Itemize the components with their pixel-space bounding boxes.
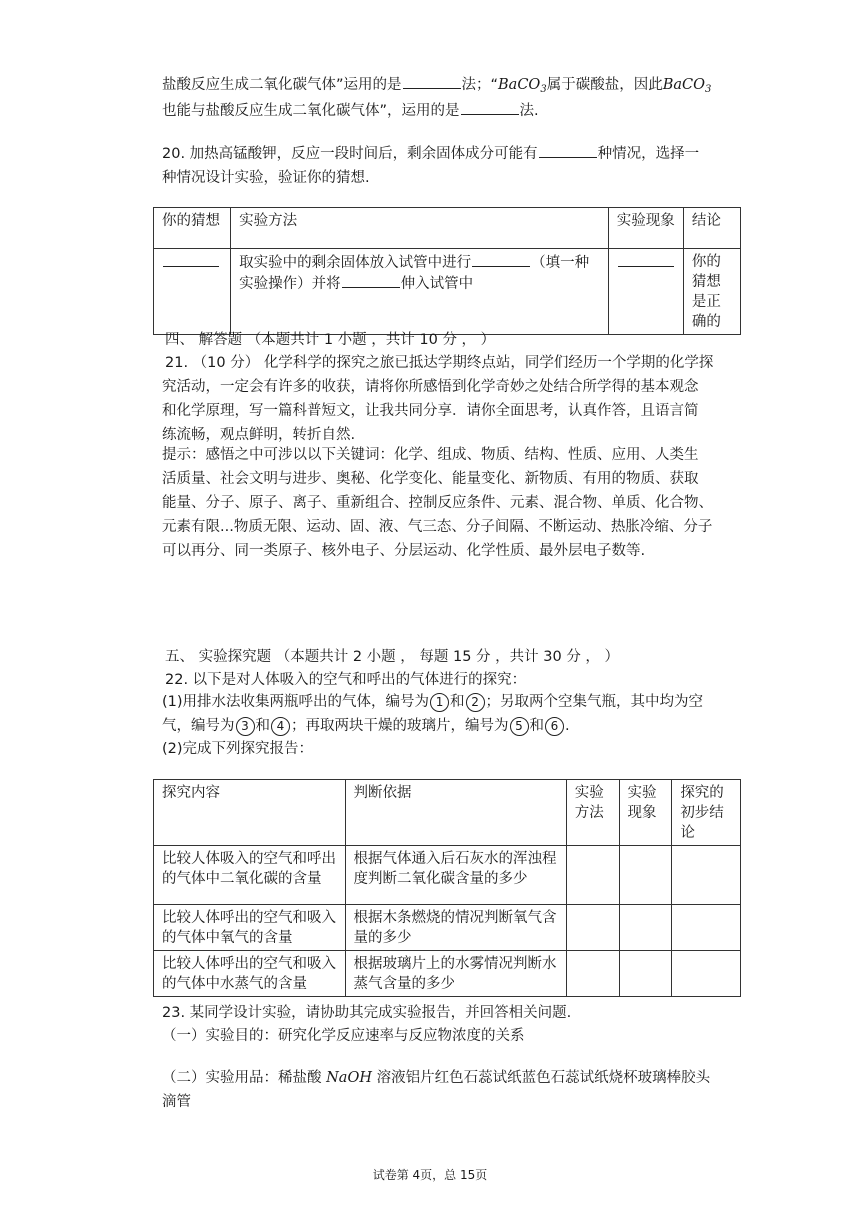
table-cell[interactable] (566, 846, 619, 905)
table-cell[interactable] (619, 905, 672, 951)
answer-blank[interactable] (472, 252, 530, 267)
table-header-cell: 判断依据 (345, 780, 566, 846)
table-header-cell: 你的猜想 (154, 208, 231, 249)
answer-blank[interactable] (163, 252, 219, 267)
table-cell[interactable] (672, 951, 741, 997)
q21-hint-line3: 能量、分子、原子、离子、重新组合、控制反应条件、元素、混合物、单质、化合物、 (162, 495, 713, 511)
answer-blank[interactable] (461, 100, 519, 115)
q20-line1: 20. 加热高锰酸钾，反应一段时间后，剩余固体成分可能有 种情况，选择一 (162, 142, 699, 166)
q21-line1: 21. （10 分） 化学科学的探究之旅已抵达学期终点站，同学们经历一个学期的化学探 (165, 355, 714, 371)
answer-blank[interactable] (539, 143, 597, 158)
table-cell: 你的猜想是正确的 (683, 249, 740, 335)
table-cell[interactable] (566, 951, 619, 997)
table-cell[interactable] (566, 905, 619, 951)
table-cell[interactable] (619, 846, 672, 905)
table-cell: 根据玻璃片上的水雾情况判断水蒸气含量的多少 (345, 951, 566, 997)
q22-line4: (2)完成下列探究报告： (162, 741, 314, 757)
section-4-heading: 四、 解答题 （本题共计 1 小题 ，共计 10 分 ， ） (165, 332, 496, 348)
q19-line1: 盐酸反应生成二氧化碳气体”运用的是 法；“BaCO$_3$属于碳酸盐，因此BaCO$_3$ (162, 73, 711, 102)
q20-table (153, 207, 741, 335)
table-cell[interactable] (672, 846, 741, 905)
answer-blank[interactable] (342, 273, 400, 288)
page-footer: 试卷第 4页，总 15页 (372, 1168, 488, 1182)
q22-line1: 22. 以下是对人体吸入的空气和呼出的气体进行的探究： (165, 672, 527, 688)
table-header-cell: 实验方法 (566, 780, 619, 846)
table-header-cell: 实验方法 (231, 208, 609, 249)
q22-line3: 气，编号为 3 和 4 ；再取两块干燥的玻璃片，编号为 5 和 6 . (162, 718, 570, 734)
q21-line2: 究活动，一定会有许多的收获，请将你所感悟到化学奇妙之处结合所学得的基本观念 (162, 379, 699, 395)
table-header-cell: 结论 (683, 208, 740, 249)
q23-purpose: （一）实验目的：研究化学反应速率与反应物浓度的关系 (162, 1028, 525, 1044)
table-cell: 比较人体吸入的空气和呼出的气体中二氧化碳的含量 (154, 846, 346, 905)
table-cell (608, 249, 683, 335)
table-cell (154, 249, 231, 335)
q21-line3: 和化学原理，写一篇科普短文，让我共同分享．请你全面思考，认真作答，且语言简 (162, 403, 699, 419)
q21-hint-line4: 元素有限...物质无限、运动、固、液、气三态、分子间隔、不断运动、热胀冷缩、分子 (162, 519, 713, 535)
q19-line2: 也能与盐酸反应生成二氧化碳气体”，运用的是 法. (162, 99, 539, 123)
table-header-cell: 探究内容 (154, 780, 346, 846)
section-5-heading: 五、 实验探究题 （本题共计 2 小题 ， 每题 15 分 ，共计 30 分 ， ） (165, 649, 620, 665)
q20-line2: 种情况设计实验，验证你的猜想. (162, 170, 370, 186)
answer-blank[interactable] (618, 252, 674, 267)
q22-line2: (1)用排水法收集两瓶呼出的气体，编号为 1 和 2 ；另取两个空集气瓶，其中均为空 (162, 694, 704, 710)
q23-materials-line2: 滴管 (162, 1094, 191, 1110)
table-cell: 取实验中的剩余固体放入试管中进行 （填一种实验操作）并将 伸入试管中 (231, 249, 609, 335)
q23-line1: 23. 某同学设计实验，请协助其完成实验报告，并回答相关问题. (162, 1005, 572, 1021)
table-header-cell: 实验现象 (608, 208, 683, 249)
q21-hint-line2: 活质量、社会文明与进步、奥秘、化学变化、能量变化、新物质、有用的物质、获取 (162, 471, 699, 487)
q21-line4: 练流畅，观点鲜明，转折自然. (162, 427, 356, 443)
table-cell: 根据木条燃烧的情况判断氧气含量的多少 (345, 905, 566, 951)
table-cell: 比较人体呼出的空气和吸入的气体中水蒸气的含量 (154, 951, 346, 997)
table-cell[interactable] (619, 951, 672, 997)
q21-hint-line1: 提示：感悟之中可涉以以下关键词：化学、组成、物质、结构、性质、应用、人类生 (162, 447, 699, 463)
table-cell[interactable] (672, 905, 741, 951)
q23-materials-line1: （二）实验用品：稀盐酸 NaOH 溶液铝片红色石蕊试纸蓝色石蕊试纸烧杯玻璃棒胶头 (162, 1070, 711, 1086)
table-cell: 根据气体通入后石灰水的浑浊程度判断二氧化碳含量的多少 (345, 846, 566, 905)
table-header-cell: 探究的初步结论 (672, 780, 741, 846)
q22-table (153, 779, 741, 997)
table-cell: 比较人体呼出的空气和吸入的气体中氧气的含量 (154, 905, 346, 951)
answer-blank[interactable] (403, 74, 461, 89)
q21-hint-line5: 可以再分、同一类原子、核外电子、分层运动、化学性质、最外层电子数等. (162, 543, 646, 559)
table-header-cell: 实验现象 (619, 780, 672, 846)
